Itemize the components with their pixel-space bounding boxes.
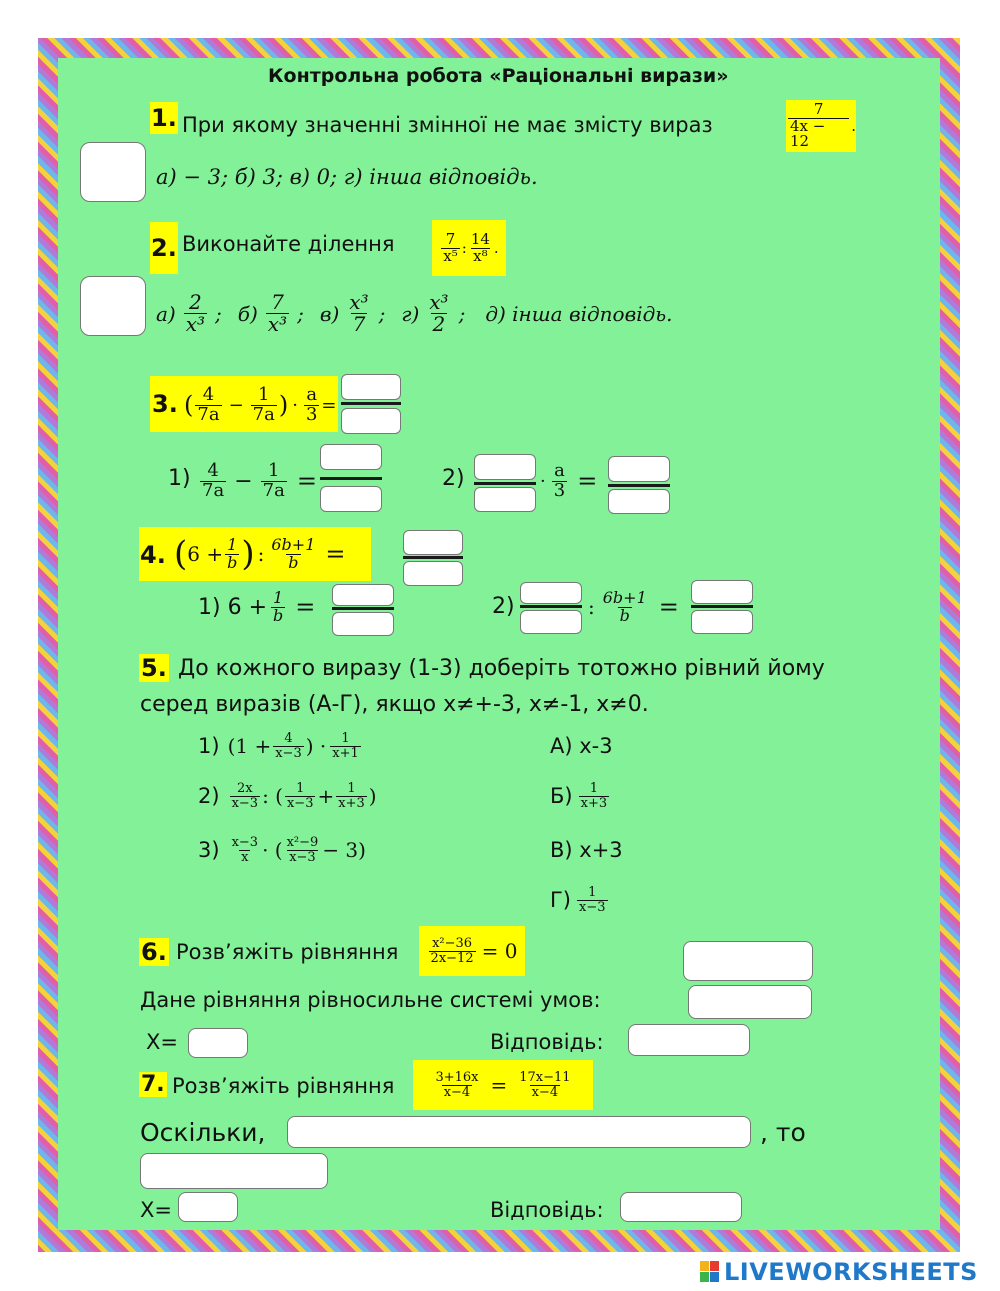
q4-s1-num: 1 (273, 587, 284, 607)
q5-e3-f1d: x (241, 849, 249, 865)
q5-e2-f3n: 1 (347, 780, 356, 796)
q3-result-den-input[interactable] (341, 408, 401, 434)
q2-text: Виконайте ділення (182, 232, 395, 256)
q4-step1-den-input[interactable] (332, 612, 394, 636)
q4-result-den-input[interactable] (403, 561, 463, 586)
q3-expression: ( $\frac{4}{7a}$ − $\frac{1}{7a}$ ) · $\frac{a}{3}$ = (184, 383, 337, 425)
q4-step2-res-den-input[interactable] (691, 610, 753, 634)
liveworksheets-brand: LIVEWORKSHEETS (724, 1258, 978, 1286)
q3-step1-result (320, 444, 382, 512)
q2-opt-a-den: x³ (185, 312, 206, 336)
q5-ans-d-label: Г) (550, 888, 571, 912)
fraction-bar (403, 556, 463, 559)
q3-step1-num-input[interactable] (320, 444, 382, 470)
q7-f2-den: x−4 (531, 1084, 559, 1100)
q5-answer-b (550, 772, 611, 820)
q3-step1-den-input[interactable] (320, 486, 382, 512)
q3-step2-res-den-input[interactable] (608, 489, 670, 514)
q1-number: 1. (151, 104, 177, 132)
q4-step1-result (332, 584, 394, 636)
q2-number: 2. (150, 222, 178, 274)
q4-step2-label: 2) (492, 594, 515, 619)
q7-since-label: Оскільки, (140, 1118, 266, 1147)
q5-e1-f2d: x+1 (332, 745, 359, 761)
q2-opt-a-label: а) (156, 301, 176, 326)
q4-a: 6 + (187, 542, 224, 566)
q4-step2-result (691, 580, 753, 634)
q2-answer-box[interactable] (80, 276, 146, 336)
q3-f2-num: 1 (258, 383, 270, 405)
q2-f1-num: 7 (445, 229, 456, 248)
q4-s2-num: 6b+1 (602, 587, 647, 607)
q7-then-input[interactable] (140, 1153, 328, 1189)
q4-s2-den: b (619, 605, 630, 625)
q6-x-input[interactable] (188, 1028, 248, 1058)
q5-e2-f1d: x−3 (231, 795, 259, 811)
q4-expression: ( 6 + $\frac{1}{b}$ ) : $\frac{6b+1}{b}$ = (174, 534, 346, 574)
q5-e1-b: ) · (305, 734, 327, 758)
q7-then-label: , то (760, 1118, 806, 1147)
q7-answer-label: Відповідь: (490, 1198, 604, 1222)
q1-options: а) − 3; б) 3; в) 0; г) інша відповідь. (156, 165, 538, 189)
q6-system-input-1[interactable] (683, 941, 813, 981)
q5-ans-d-den: x−3 (579, 899, 606, 915)
q2-opt-b-den: x³ (267, 312, 288, 336)
q5-e2-a: : ( (262, 784, 283, 808)
q5-answer-a: А) x-3 (550, 734, 613, 758)
q4-number: 4. (140, 541, 166, 569)
q3-step2-den-input[interactable] (474, 487, 536, 512)
q5-e1-f1d: x−3 (275, 745, 302, 761)
q4-step2-operand (520, 582, 582, 634)
q4-f2-den: b (288, 552, 299, 572)
q3-number: 3. (152, 390, 178, 418)
q3-step2-expression: · $\frac{a}{3}$ = (540, 459, 598, 501)
fraction-bar (520, 605, 582, 608)
q6-f-den: 2x−12 (430, 950, 474, 966)
q2-options: а) $\frac{2}{\text{x³}}$ ; б) $\frac{7}{\text{x³}}$ ; в) $\frac{\text{x³}}{7}$ ; г) $\frac{\text{x³}}{2}$ ; д) інша відповідь. (156, 290, 673, 336)
q4-step1-expression: 1) 6 + $\frac{1}{b}$ = (198, 587, 316, 625)
q5-e2-label: 2) (198, 784, 220, 808)
q7-condition-input[interactable] (287, 1116, 751, 1148)
q3-f2-den: 7a (252, 403, 275, 425)
q5-ans-b-den: x+3 (580, 795, 608, 811)
q3-f3-den: 3 (305, 403, 318, 425)
q5-e3-b: − 3) (322, 838, 366, 862)
q1-text: При якому значенні змінної не має змісту вираз (182, 113, 713, 137)
fraction-bar (608, 484, 670, 487)
q3-step1-label: 1) (168, 466, 191, 491)
q7-number: 7. (141, 1072, 165, 1097)
q7-f2-num: 17x−11 (519, 1069, 571, 1085)
q6-number: 6. (141, 938, 167, 966)
q2-expression: $\frac{7}{\text{x⁵}}$ : $\frac{14}{\text{x⁸}}$ . (432, 220, 506, 276)
q4-step1-label: 1) 6 + (198, 594, 267, 620)
q4-f1-den: b (227, 552, 238, 572)
q1-expression: $\frac{7}{4x - 12}$ . (786, 100, 856, 152)
q5-e3-a: · ( (262, 838, 283, 862)
fraction-bar (332, 607, 394, 610)
q3-result-fraction (341, 374, 401, 434)
q1-answer-box[interactable] (80, 142, 146, 202)
q4-step2-den-input[interactable] (520, 610, 582, 634)
q7-answer-input[interactable] (620, 1192, 742, 1222)
q6-system-input-2[interactable] (688, 985, 812, 1019)
q3-step1-expression: $\frac{4}{7a}$ − $\frac{1}{7a}$ = (202, 459, 317, 501)
q3-s1-f1-num: 4 (207, 459, 219, 481)
q4-step2-num-input[interactable] (520, 582, 582, 604)
q3-step2-result (608, 456, 670, 514)
page-title: Контрольна робота «Раціональні вирази» (268, 65, 729, 87)
q5-e2-c: ) (368, 784, 377, 808)
q3-step2-label: 2) (442, 466, 465, 491)
q5-expr-3 (198, 826, 366, 874)
q2-opt-b-num: 7 (271, 290, 284, 314)
q6-answer-label: Відповідь: (490, 1030, 604, 1054)
q2-opt-d-den: 2 (432, 312, 446, 336)
q6-text: Розв’яжіть рівняння (176, 940, 399, 964)
q5-text-line2: серед виразів (А-Г), якщо x≠+-3, x≠-1, x≠0. (140, 692, 649, 717)
q5-e1-a: (1 + (227, 734, 272, 758)
fraction-bar (320, 477, 382, 480)
q6-eq: = 0 (481, 939, 518, 963)
q6-equation (419, 926, 525, 976)
q4-f2-num: 6b+1 (271, 534, 316, 554)
q5-number: 5. (141, 654, 167, 682)
q5-e2-f2d: x−3 (286, 795, 314, 811)
q5-e2-f2n: 1 (296, 780, 305, 796)
liveworksheets-logo-icon (700, 1261, 720, 1283)
q5-e2-b: + (317, 784, 335, 808)
q4-step1-num-input[interactable] (332, 584, 394, 606)
q3-s2-f3-num: a (554, 459, 565, 481)
q2-opt-c-den: 7 (352, 312, 366, 336)
q2-f2-num: 14 (470, 229, 490, 248)
q5-answer-d (550, 876, 610, 924)
q5-e1-f1n: 4 (284, 730, 293, 746)
q7-f1-den: x−4 (443, 1084, 471, 1100)
q5-e3-f1n: x−3 (231, 834, 259, 850)
q3-f1-num: 4 (202, 383, 215, 405)
q1-frac-num: 7 (813, 99, 824, 118)
q3-step2-res-num-input[interactable] (608, 456, 670, 482)
q3-step2-operand (474, 454, 536, 512)
q5-ans-b-num: 1 (589, 780, 598, 796)
q6-x-label: X= (146, 1030, 178, 1054)
q6-system-text: Дане рівняння рівносильне системі умов: (140, 988, 601, 1012)
q4-s1-den: b (273, 605, 284, 625)
q5-text-line1: До кожного виразу (1-3) доберіть тотожно рівний йому (178, 656, 825, 681)
q3-s2-f3-den: 3 (553, 479, 566, 501)
q4-result-fraction (403, 530, 463, 586)
q3-f3-num: a (306, 383, 318, 405)
q4-f1-num: 1 (227, 534, 238, 554)
q3-s1-f2-num: 1 (267, 459, 280, 481)
q5-expr-1 (198, 722, 363, 770)
q6-f-num: x²−36 (432, 935, 473, 951)
q2-opt-c-num: x³ (349, 290, 369, 314)
q2-opt-c-label: в) (319, 301, 340, 326)
q5-answer-c: В) x+3 (550, 838, 623, 862)
q6-answer-input[interactable] (628, 1024, 750, 1056)
q3-s1-f1-den: 7a (202, 479, 225, 501)
q7-x-input[interactable] (178, 1192, 238, 1222)
q4-result-num-input[interactable] (403, 530, 463, 555)
q5-expr-2 (198, 772, 377, 820)
fraction-bar (341, 402, 401, 405)
q2-opt-b-label: б) (237, 301, 258, 326)
q7-f1-num: 3+16x (435, 1069, 479, 1085)
q5-e1-f2n: 1 (341, 730, 350, 746)
q2-opt-e: д) інша відповідь. (485, 301, 673, 326)
q5-ans-d-num: 1 (588, 884, 597, 900)
q4-step2-expression: : $\frac{6b+1}{b}$ = (588, 587, 679, 625)
q5-ans-b-label: Б) (550, 784, 573, 808)
q3-f1-den: 7a (197, 403, 220, 425)
q3-s1-f2-den: 7a (262, 479, 285, 501)
q2-opt-d-label: г) (401, 301, 420, 326)
fraction-bar (691, 605, 753, 608)
fraction-bar (474, 482, 536, 485)
q2-opt-d-num: x³ (429, 290, 449, 314)
q1-frac-den: 4x − 12 (788, 118, 849, 151)
q3-result-num-input[interactable] (341, 374, 401, 400)
q7-text: Розв’яжіть рівняння (172, 1074, 395, 1098)
q5-e2-f3d: x+3 (338, 795, 365, 811)
q5-e1-label: 1) (198, 734, 220, 758)
q2-opt-a-num: 2 (189, 290, 202, 314)
q5-e3-f2n: x²−9 (286, 834, 319, 850)
q2-f2-den: x⁸ (473, 246, 488, 265)
q2-f1-den: x⁵ (443, 246, 458, 265)
q5-e2-f1n: 2x (237, 780, 253, 796)
q3-step2-num-input[interactable] (474, 454, 536, 480)
q5-e3-f2d: x−3 (289, 849, 316, 865)
q4-step2-res-num-input[interactable] (691, 580, 753, 604)
q7-x-label: X= (140, 1198, 172, 1222)
q7-equation: $\frac{3+16x}{x-4}$ = $\frac{17x-11}{x-4}$ (413, 1060, 593, 1110)
q5-e3-label: 3) (198, 838, 220, 862)
